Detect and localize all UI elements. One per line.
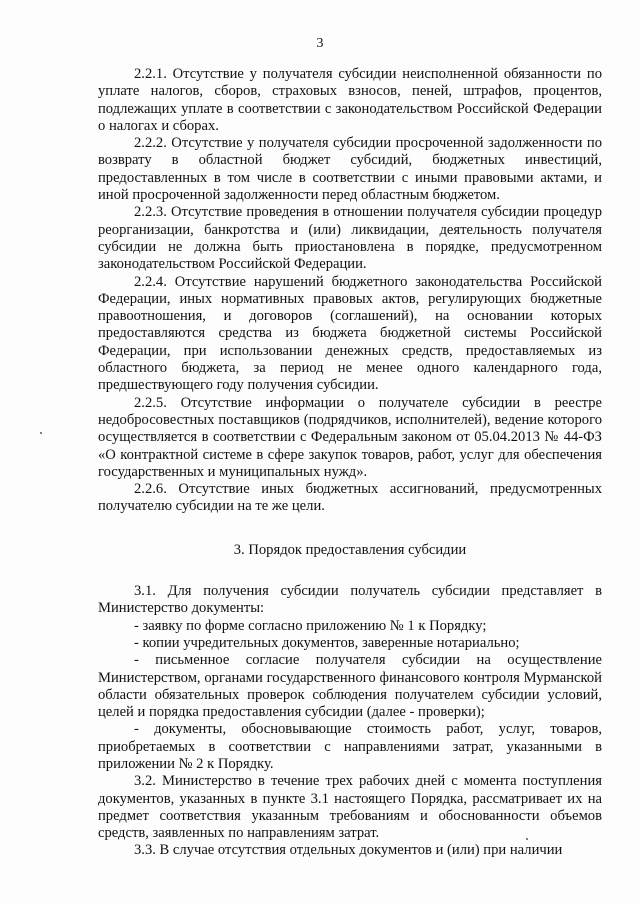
list-item-application: - заявку по форме согласно приложению № 1 к Порядку; <box>134 617 487 634</box>
list-item-cost-documents: - документы, обосновывающие стоимость работ, услуг, товаров, приобретаемых в соответствии с направлениями затрат, указанными в приложении № 2 к Порядку. <box>98 721 602 772</box>
scan-speck <box>40 432 42 434</box>
paragraph-2-2-5: 2.2.5. Отсутствие информации о получателе субсидии в реестре недобросовестных поставщиков (подрядчиков, исполнителей), ведение которого осуществляется в соответствии с Федеральным законом от 05.04.2013 № 44-ФЗ «О контрактной системе в сфере закупок товаров, работ, услуг для обеспечения государственных и муниципальных нужд». <box>98 394 602 480</box>
paragraph-2-2-4: 2.2.4. Отсутствие нарушений бюджетного законодательства Российской Федерации, иных нормативных правовых актов, регулирующих бюджетные правоотношения, и договоров (соглашений), на основании которых предоставляются средства из бюджета бюджетной системы Российской Федерации, при использовании денежных средств, предоставляемых из областного бюджета, за период не менее одного календарного года, предшествующего году получения субсидии. <box>98 273 602 394</box>
list-item-written-consent: - письменное согласие получателя субсидии на осуществление Министерством, органами государственного финансового контроля Мурманской области обязательных проверок соблюдения получателем субсидии условий, целей и порядка предоставления субсидии (далее - проверки); <box>98 652 602 721</box>
section-heading: 3. Порядок предоставления субсидии <box>233 541 467 558</box>
paragraph-3-2: 3.2. Министерство в течение трех рабочих дней с момента поступления документов, указанных в пункте 3.1 настоящего Порядка, рассматривает их на предмет соответствия указанным требованиям и обоснованности объемов средств, заявленных по направлениям затрат. <box>98 773 602 842</box>
document-body <box>98 66 602 860</box>
paragraph-2-2-6: 2.2.6. Отсутствие иных бюджетных ассигнований, предусмотренных получателю субсидии на те же цели. <box>98 481 602 515</box>
paragraph-2-2-2: 2.2.2. Отсутствие у получателя субсидии просроченной задолженности по возврату в областной бюджет субсидий, бюджетных инвестиций, предоставленных в том числе в соответствии с иными правовыми актами, и иной просроченной задолженности перед областным бюджетом. <box>98 135 602 204</box>
list-item-founding-documents: - копии учредительных документов, заверенные нотариально; <box>134 634 520 651</box>
paragraph-2-2-1: 2.2.1. Отсутствие у получателя субсидии неисполненной обязанности по уплате налогов, сборов, страховых взносов, пеней, штрафов, процентов, подлежащих уплате в соответствии с законодательством Российской Федерации о налогах и сборах. <box>98 66 602 134</box>
paragraph-3-3: 3.3. В случае отсутствия отдельных документов и (или) при наличии <box>134 842 563 859</box>
page-number: 3 <box>316 36 324 51</box>
scan-speck <box>526 838 528 840</box>
paragraph-3-1: 3.1. Для получения субсидии получатель субсидии представляет в Министерство документы: <box>98 583 602 617</box>
paragraph-2-2-3: 2.2.3. Отсутствие проведения в отношении получателя субсидии процедур реорганизации, банкротства и (или) ликвидации, деятельность получателя субсидии не должна быть приостановлена в порядке, предусмотренном законодательством Российской Федерации. <box>98 204 602 273</box>
